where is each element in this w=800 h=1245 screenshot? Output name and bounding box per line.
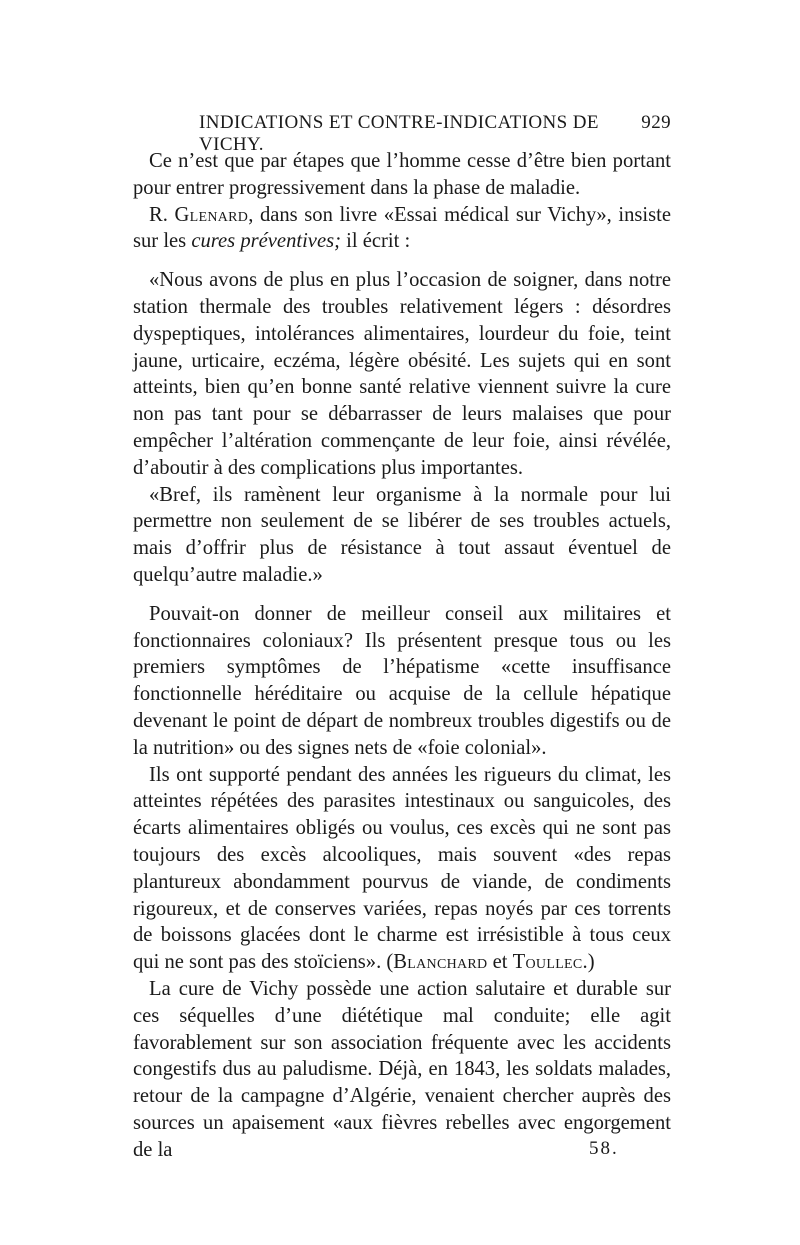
text-run: , dans son livre «Essai médical sur Vichy», insiste sur les [133, 203, 671, 253]
text-run: R. [149, 203, 175, 226]
text-run: il écrit : [340, 230, 411, 253]
author-name: Glenard [174, 203, 249, 226]
paragraph [133, 601, 671, 762]
paragraph [133, 148, 671, 202]
quote-paragraph [133, 482, 671, 589]
emphasis-text: cures préventives; [191, 230, 341, 253]
author-name: Toullec [512, 951, 583, 974]
page-number: 929 [641, 112, 671, 133]
quote-paragraph [133, 267, 671, 481]
author-name: Blanchard [393, 951, 488, 974]
text-run: Pouvait-on donner de meilleur conseil aux militaires et fonctionnaires coloniaux? Ils présentent presque tous ou les premiers symptômes de l’hépatisme «cette insuffisance fonctionnelle héréditaire ou acquise de la cellule hépatique devenant le point de départ de nombreux troubles digestifs ou de la nutrition» ou des signes nets de «foie colonial». [133, 602, 671, 759]
paragraph [133, 202, 671, 256]
paragraph [133, 976, 671, 1164]
text-run: «Nous avons de plus en plus l’occasion de soigner, dans notre station thermale des troubles relativement légers : désordres dyspeptiques, intolérances alimentaires, lourdeur du foie, teint jaune, urticaire, eczéma, légère obésité. Les sujets qui en sont atteints, bien qu’en bonne santé relative viennent suivre la cure non pas tant pour se débarrasser de leurs malaises que pour empêcher l’altération commençante de leur foie, ainsi révélée, d’aboutir à des complications plus importantes. [133, 269, 671, 479]
text-run: Ce n’est que par étapes que l’homme cesse d’être bien portant pour entrer progressivement dans la phase de maladie. [133, 150, 671, 199]
signature-mark: 58. [589, 1138, 619, 1159]
text-run: Ils ont supporté pendant des années les rigueurs du climat, les atteintes répétées des parasites intestinaux ou sanguicoles, des écarts alimentaires obligés ou voulus, ces excès qui ne sont pas toujours des excès alcooliques, mais souvent «des repas plantureux abondamment pourvus de viande, de condiments rigoureux, et de conserves variées, repas noyés par ces torrents de boissons glacées dont le charme est irrésistible à tous ceux qui ne sont pas des stoïciens». ( [133, 763, 671, 974]
page [133, 112, 671, 1163]
text-run: «Bref, ils ramènent leur organisme à la normale pour lui permettre non seulement de se libérer de ses troubles actuels, mais d’offrir plus de résistance à tout assaut éventuel de quelqu’autre maladie.» [133, 483, 671, 586]
text-run: La cure de Vichy possède une action salutaire et durable sur ces séquelles d’une diététique mal conduite; elle agit favorablement sur son association fréquente avec les accidents congestifs dus au paludisme. Déjà, en 1843, les soldats malades, retour de la campagne d’Algérie, venaient chercher auprès des sources un apaisement «aux fièvres rebelles avec engorgement de la [133, 977, 671, 1161]
paragraph [133, 762, 671, 976]
text-run: et [487, 951, 513, 974]
running-title: INDICATIONS ET CONTRE-INDICATIONS DE VICHY. [199, 112, 599, 155]
text-run: .) [582, 951, 595, 974]
running-head [133, 112, 671, 155]
